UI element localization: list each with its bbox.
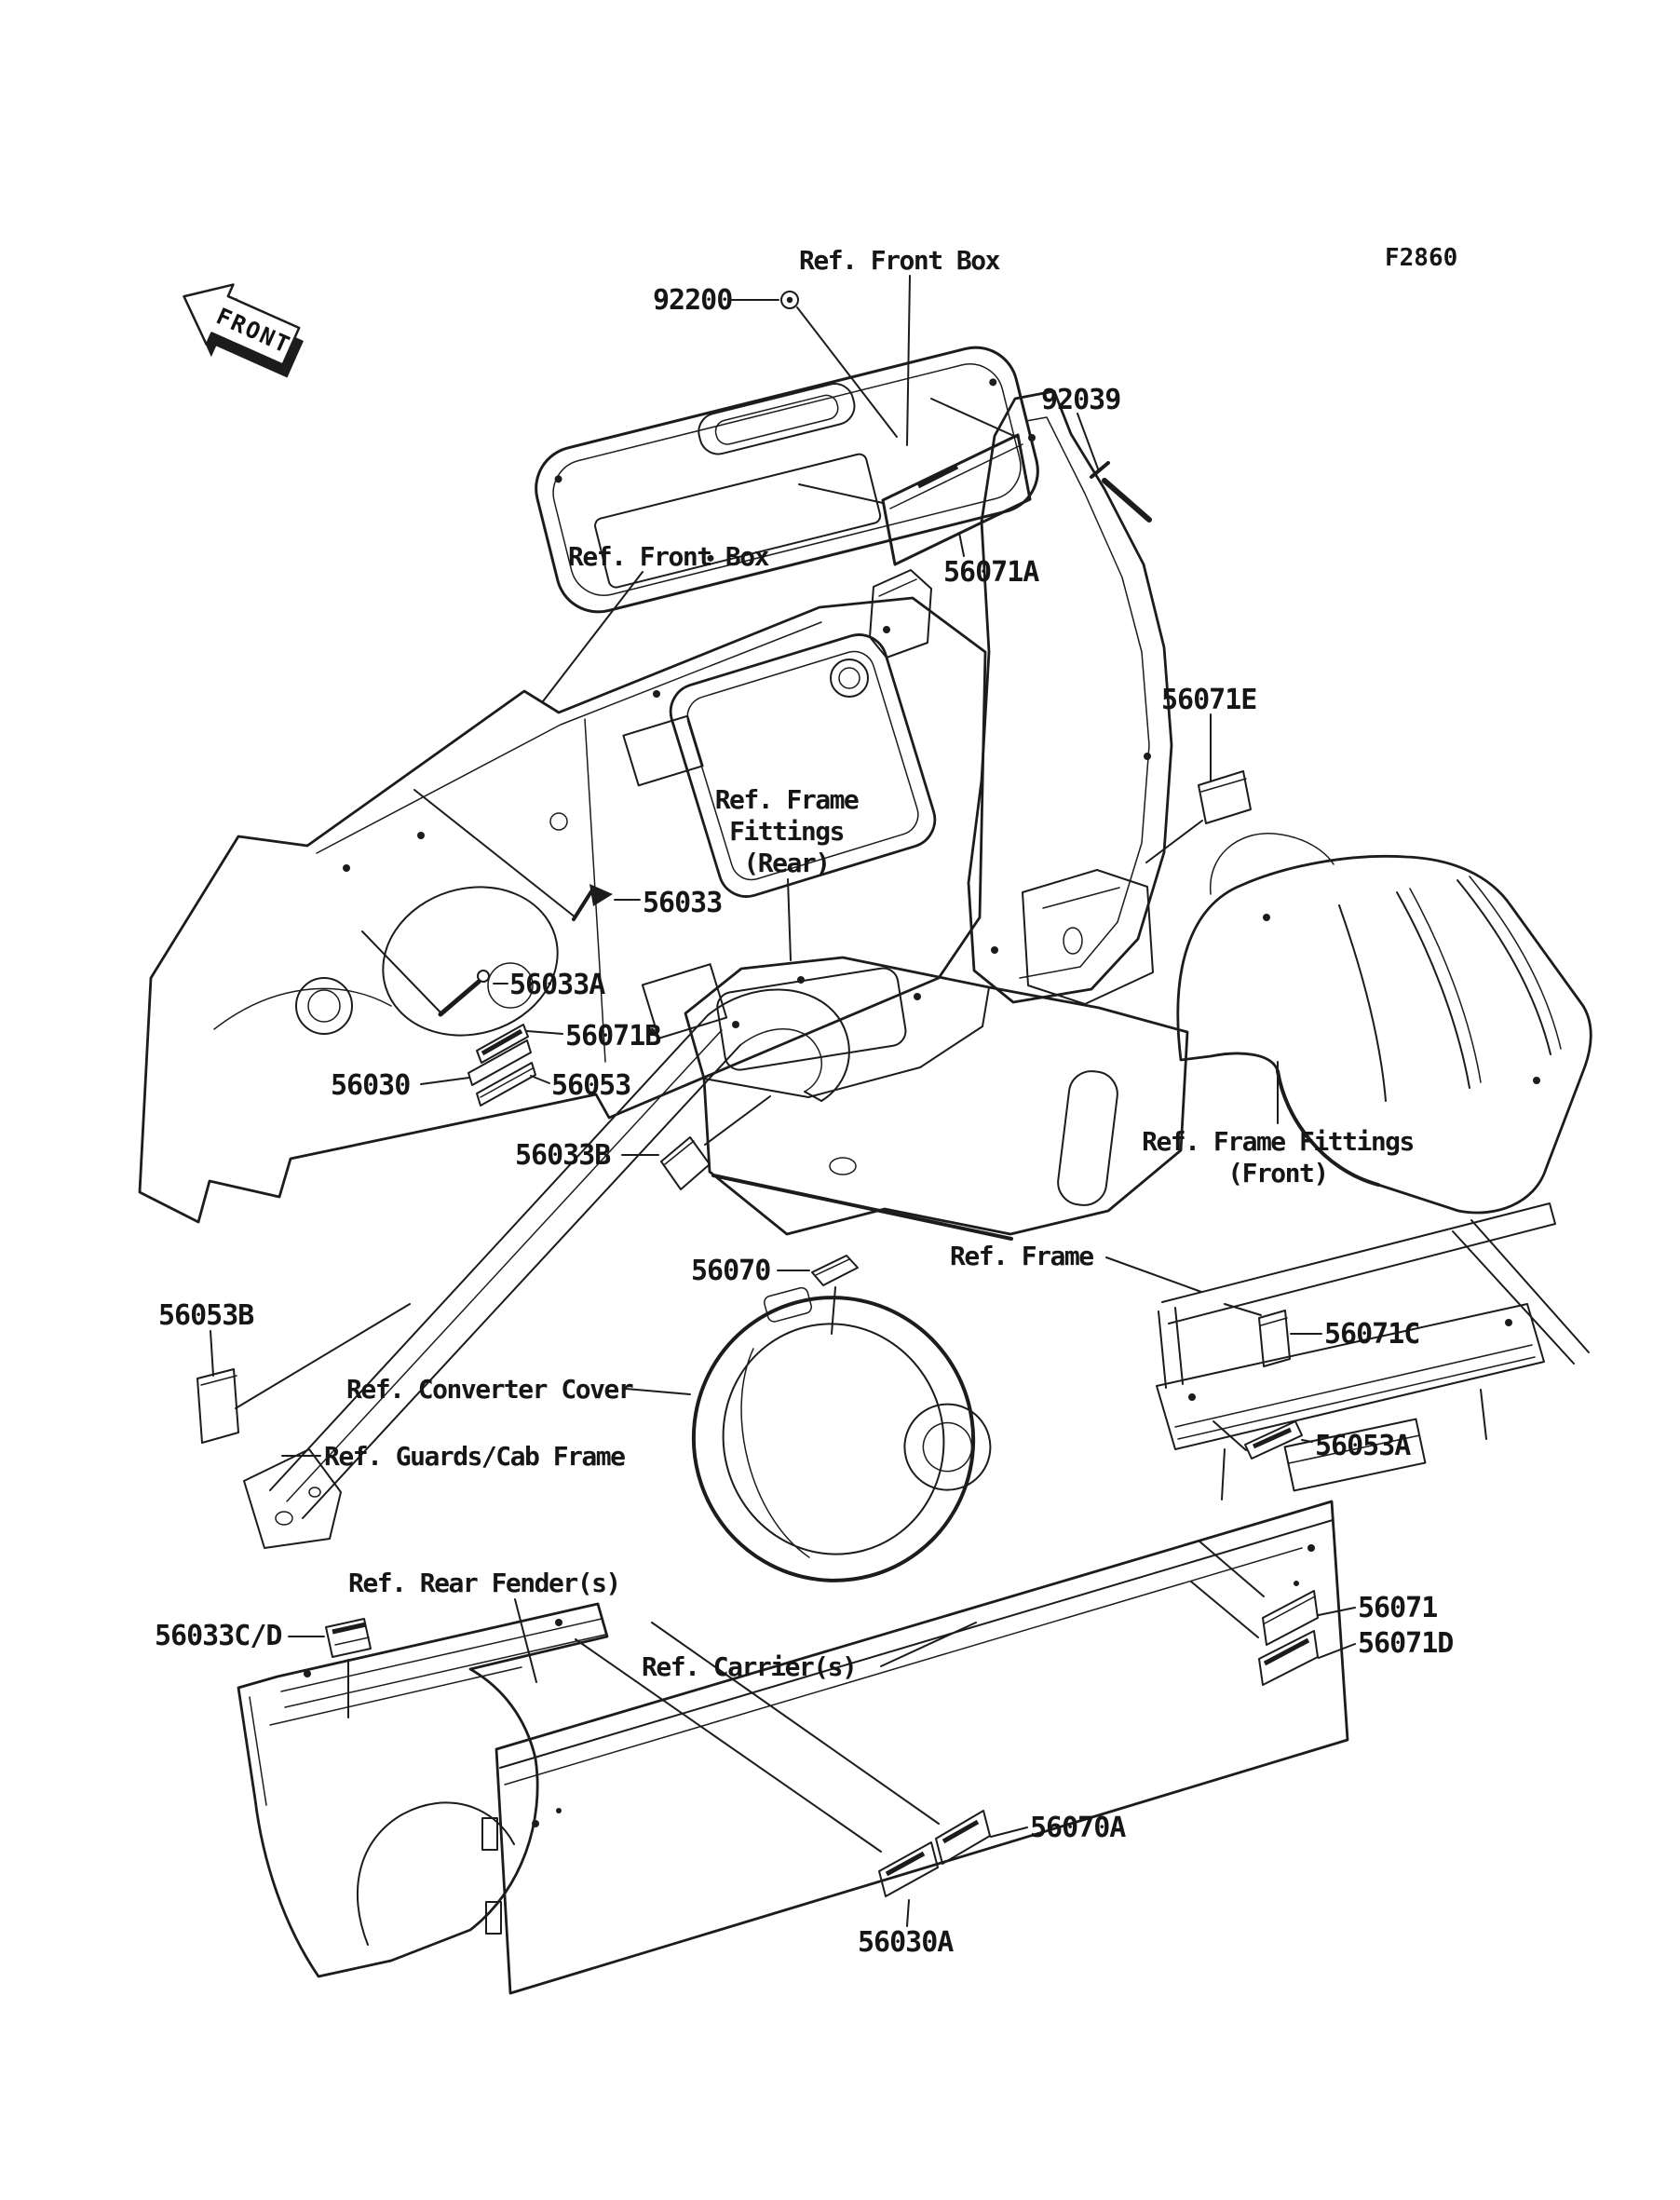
front-direction-arrow	[166, 268, 313, 388]
part-label-56071A: 56071A	[943, 556, 1039, 589]
clip-56033-drawing	[574, 884, 613, 919]
ref-label-frame-fittings-front-line1: Ref. Frame Fittings	[1142, 1126, 1414, 1157]
decal-56030A-drawing	[879, 1842, 938, 1896]
decal-56071A-drawing	[883, 435, 1030, 564]
decal-56070-drawing	[812, 1256, 858, 1285]
ref-label-front-box-top: Ref. Front Box	[799, 245, 1000, 276]
part-label-56070: 56070	[691, 1255, 771, 1287]
ref-label-front-box-side: Ref. Front Box	[568, 541, 769, 572]
part-label-56071B: 56071B	[565, 1020, 661, 1052]
converter-cover-drawing	[658, 1251, 1016, 1612]
ref-label-frame-fittings-front-line2: (Front)	[1227, 1158, 1328, 1188]
part-label-56053A: 56053A	[1315, 1430, 1411, 1462]
ref-label-frame-fittings-rear-line3: (Rear)	[743, 848, 830, 878]
rear-panel-drawing	[969, 391, 1172, 1002]
part-label-56053B: 56053B	[158, 1299, 254, 1332]
part-label-92200: 92200	[653, 284, 733, 317]
decal-56033B-drawing	[661, 1137, 710, 1189]
ref-label-carriers: Ref. Carrier(s)	[642, 1651, 857, 1682]
part-label-56033CD: 56033C/D	[155, 1620, 282, 1652]
ref-label-frame-fittings-rear-line1: Ref. Frame	[714, 784, 859, 815]
figure-code: F2860	[1385, 244, 1458, 272]
decal-56053A-drawing	[1245, 1421, 1302, 1459]
ref-label-frame-fittings-rear-line2: Fittings	[729, 816, 844, 847]
ref-label-frame: Ref. Frame	[950, 1241, 1093, 1271]
frame-fittings-rear-drawing	[685, 957, 1187, 1239]
front-box-lid-drawing	[527, 339, 1047, 658]
ref-label-frame-fittings-rear	[691, 784, 882, 879]
ref-label-converter-cover: Ref. Converter Cover	[346, 1374, 633, 1405]
part-label-56071: 56071	[1358, 1592, 1438, 1624]
rivet-92039-drawing	[1091, 463, 1149, 520]
part-label-56071E: 56071E	[1161, 684, 1257, 716]
decal-56071E-drawing	[1199, 771, 1251, 823]
part-label-56033A: 56033A	[509, 969, 605, 1001]
part-label-56053: 56053	[551, 1069, 631, 1102]
screw-92200-drawing	[781, 292, 798, 308]
part-label-56033: 56033	[643, 887, 723, 919]
part-label-92039: 92039	[1041, 384, 1121, 416]
part-label-56033B: 56033B	[515, 1139, 611, 1172]
front-box-panel-drawing	[140, 598, 985, 1222]
part-label-56030A: 56030A	[858, 1926, 954, 1959]
part-label-56071C: 56071C	[1324, 1318, 1420, 1351]
pin-56033A-drawing	[440, 971, 489, 1014]
decal-56071D-drawing	[1259, 1631, 1318, 1685]
part-label-56030: 56030	[331, 1069, 411, 1102]
ref-label-frame-fittings-front	[1138, 1126, 1417, 1189]
decal-56071-drawing	[1263, 1591, 1318, 1645]
ref-label-guards-cab-frame: Ref. Guards/Cab Frame	[324, 1441, 625, 1472]
ref-label-rear-fenders: Ref. Rear Fender(s)	[348, 1568, 620, 1598]
decal-56053B-drawing	[197, 1369, 238, 1443]
rear-fender-drawing	[238, 1604, 607, 1976]
part-label-56071D: 56071D	[1358, 1627, 1454, 1660]
front-direction-label: FRONT	[212, 302, 296, 360]
part-label-56070A: 56070A	[1030, 1812, 1126, 1844]
decal-56033CD-drawing	[326, 1619, 371, 1657]
decal-stack-56071B-56030-56053-drawing	[468, 1025, 535, 1106]
